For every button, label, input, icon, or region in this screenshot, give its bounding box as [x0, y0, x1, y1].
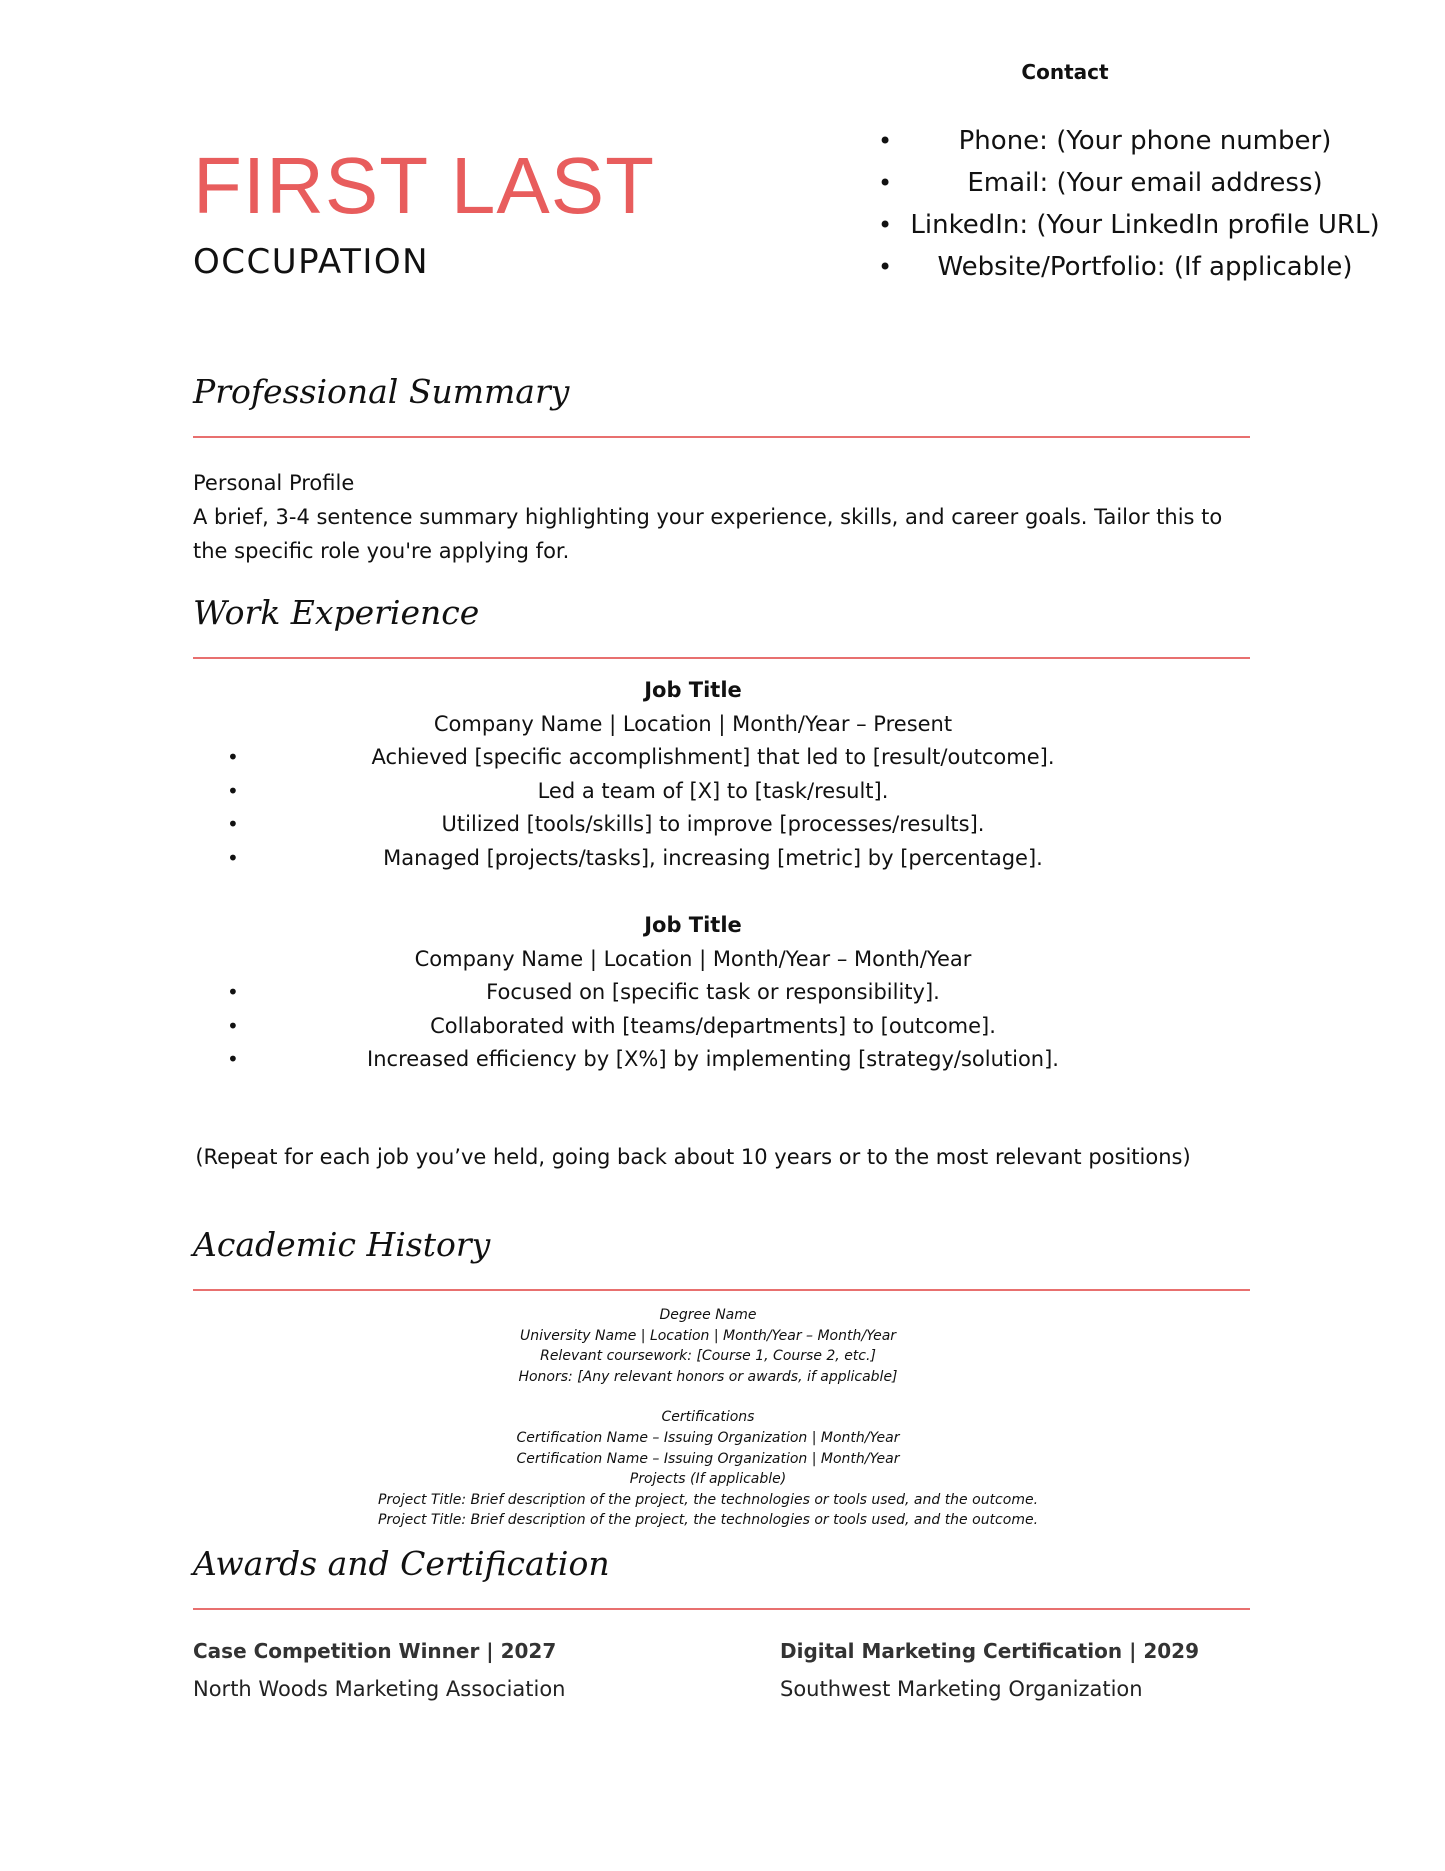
job-entry — [193, 908, 1193, 1077]
job-title: Job Title — [644, 913, 742, 937]
honors-line: Honors: [Any relevant honors or awards, if applicable] — [518, 1368, 898, 1385]
section-title-summary: Professional Summary — [193, 372, 570, 411]
projects-label: Projects (If applicable) — [629, 1471, 787, 1488]
job-bullets — [193, 976, 1193, 1077]
job-title: Job Title — [644, 678, 742, 702]
award-title: Case Competition Winner | 2027 — [193, 1639, 557, 1663]
job-bullet: • Managed [projects/tasks], increasing [metric] by [percentage]. — [193, 842, 1193, 876]
job-bullet: • Achieved [specific accomplishment] that led to [result/outcome]. — [193, 741, 1193, 775]
contact-linkedin: • LinkedIn: (Your LinkedIn profile URL) — [870, 204, 1390, 246]
job-meta: Company Name | Location | Month/Year – Month/Year — [414, 947, 972, 971]
job-bullet: • Focused on [specific task or responsibility]. — [193, 976, 1193, 1010]
summary-divider — [193, 436, 1250, 438]
section-title-work: Work Experience — [193, 593, 480, 632]
contact-email: • Email: (Your email address) — [870, 162, 1390, 204]
job-entry — [193, 673, 1193, 875]
degree-name: Degree Name — [659, 1307, 757, 1323]
contact-phone: • Phone: (Your phone number) — [870, 120, 1390, 162]
spacer — [193, 1387, 1223, 1407]
summary-text: A brief, 3-4 sentence summary highlighting your experience, skills, and career goals. Tailor this to the specific role you're applying for. — [193, 505, 1223, 563]
work-divider — [193, 657, 1250, 659]
job-bullet: • Utilized [tools/skills] to improve [processes/results]. — [193, 808, 1193, 842]
job-bullet: • Increased efficiency by [X%] by implementing [strategy/solution]. — [193, 1043, 1193, 1077]
job-bullet: • Collaborated with [teams/departments] to [outcome]. — [193, 1010, 1193, 1044]
academic-divider — [193, 1289, 1250, 1291]
contact-list — [870, 120, 1390, 288]
award-organization: North Woods Marketing Association — [193, 1677, 566, 1701]
award-title: Digital Marketing Certification | 2029 — [780, 1639, 1200, 1663]
candidate-name: FIRST LAST — [193, 141, 655, 230]
award-entry — [780, 1632, 1260, 1708]
project-line: Project Title: Brief description of the project, the technologies or tools used, and the outcome. — [377, 1491, 1039, 1508]
section-title-academic: Academic History — [193, 1225, 491, 1264]
contact-website: • Website/Portfolio: (If applicable) — [870, 246, 1390, 288]
certification-line: Certification Name – Issuing Organization | Month/Year — [516, 1450, 900, 1467]
academic-block — [193, 1305, 1223, 1531]
summary-label: Personal Profile — [193, 471, 355, 495]
section-title-awards: Awards and Certification — [193, 1544, 610, 1583]
award-organization: Southwest Marketing Organization — [780, 1677, 1143, 1701]
job-bullet: • Led a team of [X] to [task/result]. — [193, 775, 1193, 809]
job-bullets — [193, 741, 1193, 875]
certifications-label: Certifications — [661, 1409, 755, 1426]
certification-line: Certification Name – Issuing Organization | Month/Year — [516, 1429, 900, 1446]
contact-label: Contact — [1021, 60, 1109, 84]
project-line: Project Title: Brief description of the project, the technologies or tools used, and the outcome. — [377, 1512, 1039, 1529]
occupation: OCCUPATION — [193, 242, 430, 282]
award-entry — [193, 1632, 673, 1708]
coursework-line: Relevant coursework: [Course 1, Course 2, etc.] — [540, 1348, 876, 1365]
awards-divider — [193, 1608, 1250, 1610]
repeat-note: (Repeat for each job you’ve held, going back about 10 years or to the most relevant positions) — [195, 1145, 1191, 1169]
job-meta: Company Name | Location | Month/Year – Present — [433, 712, 953, 736]
university-line: University Name | Location | Month/Year – Month/Year — [519, 1327, 897, 1344]
summary-block — [193, 466, 1253, 568]
